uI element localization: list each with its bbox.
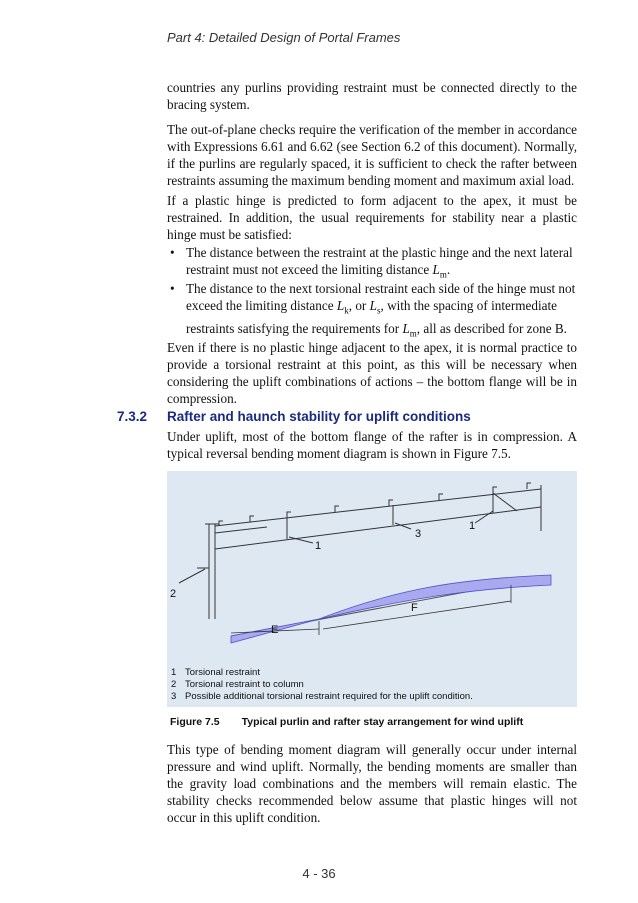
purlin bbox=[250, 516, 254, 522]
paragraph-moment-diagram: This type of bending moment diagram will generally occur under internal pressure and wind uplift. Normally, the bending moments are smaller than the gravity load combinations and the members will remain elastic. The stability checks recommended below assume that plastic hinges will not occur in this uplift condition. bbox=[167, 742, 577, 825]
bullet-torsional-restraint: • The distance to the next torsional restraint each side of the hinge must not exceed the limiting distance $L_k$, or $L_s$, with the spacing of intermediate restraints satisfying the requirements for $L_m$, all as described for zone B. bbox=[170, 281, 576, 339]
paragraph-bracing: countries any purlins providing restraint must be connected directly to the bracing system. bbox=[167, 80, 577, 112]
figure-title: Typical purlin and rafter stay arrangement for wind uplift bbox=[241, 716, 524, 728]
legend-item: 1 Torsional restraint bbox=[171, 667, 260, 678]
rafter-stay bbox=[493, 493, 517, 511]
page-number: 4 - 36 bbox=[302, 866, 336, 881]
label-1b: 1 bbox=[469, 520, 476, 532]
bullet-lateral-restraint: • The distance between the restraint at the plastic hinge and the next lateral restraint must not exceed the limiting distance $L_m$. bbox=[170, 245, 573, 280]
paragraph-apex-restraint: Even if there is no plastic hinge adjacent to the apex, it is normal practice to provide a torsional restraint at this point, as this will be necessary when considering the uplift combinations of actions – the bottom flange will be in compression. bbox=[167, 340, 577, 406]
legend-item: 3 Possible additional torsional restraint required for the uplift condition. bbox=[171, 691, 473, 702]
bullet-dot-icon: • bbox=[170, 281, 175, 296]
label-3: 3 bbox=[415, 528, 422, 540]
label-1a: 1 bbox=[315, 540, 322, 552]
haunch-line bbox=[215, 527, 267, 533]
section-title: Rafter and haunch stability for uplift conditions bbox=[167, 409, 471, 424]
purlin bbox=[493, 487, 497, 493]
purlin bbox=[335, 506, 339, 512]
paragraph-plastic-hinge: If a plastic hinge is predicted to form adjacent to the apex, it must be restrained. In addition, the usual requirements for stability near a plastic hinge must be satisfied: bbox=[167, 193, 577, 242]
label-2: 2 bbox=[170, 588, 177, 600]
running-header: Part 4: Detailed Design of Portal Frames bbox=[167, 30, 401, 45]
legend-item: 2 Torsional restraint to column bbox=[171, 679, 304, 690]
label-E: E bbox=[271, 624, 279, 636]
figure-number: Figure 7.5 bbox=[170, 716, 220, 728]
leader-2 bbox=[179, 569, 205, 583]
paragraph-out-of-plane: The out-of-plane checks require the verification of the member in accordance with Expressions 6.61 and 6.62 (see Section 6.2 of this document). Normally, if the purlins are regularly spaced, it is sufficient to check the rafter between restraints assuming the maximum bending moment and maximum axial load. bbox=[167, 122, 577, 188]
leader-1b bbox=[475, 511, 493, 523]
paragraph-uplift: Under uplift, most of the bottom flange of the rafter is in compression. A typical reversal bending moment diagram is shown in Figure 7.5. bbox=[167, 429, 577, 461]
purlin bbox=[389, 500, 393, 506]
purlin bbox=[439, 494, 443, 500]
rafter-top-flange bbox=[215, 489, 541, 526]
figure-7-5 bbox=[167, 471, 577, 707]
bullet-dot-icon: • bbox=[170, 245, 175, 260]
rafter-bottom-flange bbox=[215, 507, 541, 549]
section-number: 7.3.2 bbox=[117, 409, 148, 424]
label-F: F bbox=[411, 602, 418, 614]
purlin bbox=[527, 483, 531, 489]
figure-caption bbox=[170, 716, 523, 728]
